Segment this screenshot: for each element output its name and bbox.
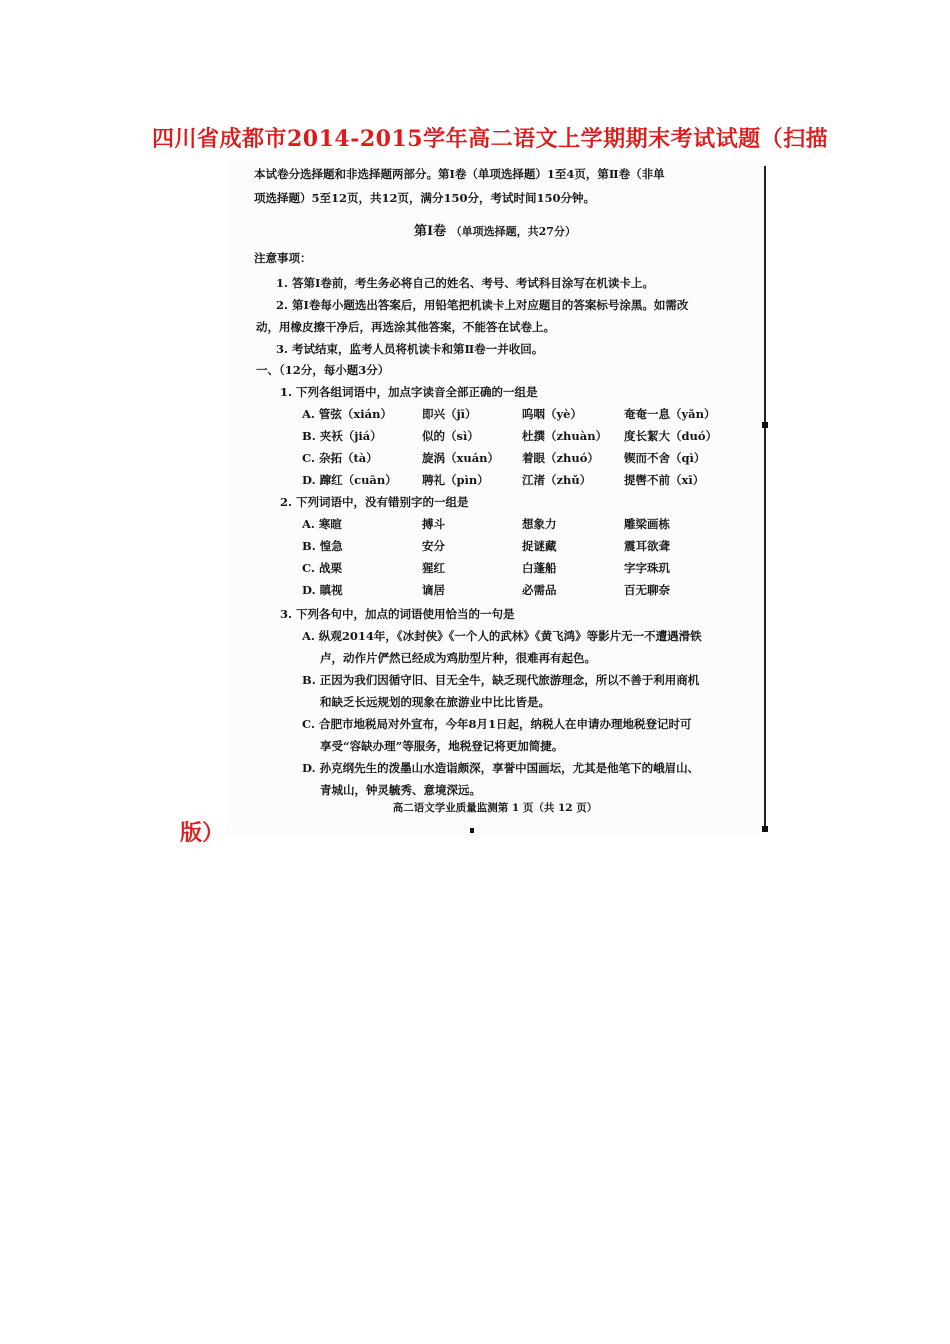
option-text: 即兴（jī） bbox=[422, 407, 477, 421]
page-footer: 高二语文学业质量监测第 1 页（共 12 页） bbox=[392, 802, 598, 814]
option-text: 白蓬船 bbox=[522, 561, 557, 575]
q3-option-c-continued: 享受“容缺办理”等服务，地税登记将更加简捷。 bbox=[320, 739, 564, 753]
option-text: 想象力 bbox=[522, 517, 557, 531]
q1-option-row-d bbox=[302, 472, 742, 492]
q2-option-row-a bbox=[302, 516, 742, 536]
q1-option-row-a bbox=[302, 406, 742, 426]
option-text: 震耳欲聋 bbox=[624, 539, 670, 553]
option-text: 度长絜大（duó） bbox=[624, 429, 718, 443]
scan-mark bbox=[470, 828, 474, 833]
option-text: 呜咽（yè） bbox=[522, 407, 582, 421]
option-text: D. 瞋视 bbox=[302, 583, 343, 597]
intro-text bbox=[254, 162, 754, 210]
q3-option-b: B. 正因为我们因循守旧、目无全牛，缺乏现代旅游理念，所以不善于利用商机 bbox=[302, 673, 700, 687]
q1-option-row-b bbox=[302, 428, 742, 448]
option-text: B. 惶急 bbox=[302, 539, 343, 553]
option-text: 聘礼（pìn） bbox=[422, 473, 489, 487]
note-1: 1. 答第Ⅰ卷前，考生务必将自己的姓名、考号、考试科目涂写在机读卡上。 bbox=[276, 276, 654, 290]
q3-option-a: A. 纵观2014年，《冰封侠》《一个人的武林》《黄飞鸿》等影片无一不遭遇滑铁 bbox=[302, 629, 702, 643]
scanned-exam-page bbox=[226, 160, 764, 836]
intro-line-2: 项选择题）5至12页，共12页，满分150分，考试时间150分钟。 bbox=[254, 191, 596, 205]
question-2: 2. 下列词语中，没有错别字的一组是 bbox=[280, 495, 469, 509]
q1-option-row-c bbox=[302, 450, 742, 470]
option-text: C. 杂拓（tà） bbox=[302, 451, 378, 465]
note-3: 3. 考试结束，监考人员将机读卡和第Ⅱ卷一并收回。 bbox=[276, 342, 544, 356]
notes-heading: 注意事项： bbox=[254, 251, 312, 265]
question-3: 3. 下列各句中，加点的词语使用恰当的一句是 bbox=[280, 607, 515, 621]
option-text: 字字珠玑 bbox=[624, 561, 670, 575]
q3-option-d: D. 孙克纲先生的泼墨山水造诣颇深，享誉中国画坛，尤其是他笔下的峨眉山、 bbox=[302, 761, 700, 775]
scan-mark bbox=[762, 826, 768, 832]
scan-border-line bbox=[764, 166, 766, 832]
option-text: 旋涡（xuán） bbox=[422, 451, 500, 465]
question-1: 1. 下列各组词语中，加点字读音全部正确的一组是 bbox=[280, 385, 538, 399]
option-text: 锲而不舍（qì） bbox=[624, 451, 706, 465]
option-text: 捉谜藏 bbox=[522, 539, 557, 553]
option-text: 搏斗 bbox=[422, 517, 445, 531]
document-title: 四川省成都市2014-2015学年高二语文上学期期末考试试题（扫描 bbox=[152, 126, 829, 152]
option-text: B. 夹袄（jiá） bbox=[302, 429, 382, 443]
option-text: D. 蹿红（cuān） bbox=[302, 473, 397, 487]
q3-option-a-continued: 卢，动作片俨然已经成为鸡肋型片种，很难再有起色。 bbox=[320, 651, 596, 665]
option-text: A. 管弦（xián） bbox=[302, 407, 392, 421]
option-text: 必需品 bbox=[522, 583, 557, 597]
option-text: 着眼（zhuó） bbox=[522, 451, 599, 465]
option-text: 杜撰（zhuàn） bbox=[522, 429, 608, 443]
option-text: 谪居 bbox=[422, 583, 445, 597]
q3-option-d-continued: 青城山，钟灵毓秀、意境深远。 bbox=[320, 783, 481, 797]
section-title-sub: （单项选择题，共27分） bbox=[450, 225, 576, 238]
option-text: C. 战栗 bbox=[302, 561, 342, 575]
scan-mark bbox=[762, 422, 768, 428]
option-text: 安分 bbox=[422, 539, 445, 553]
q2-option-row-c bbox=[302, 560, 742, 580]
q2-option-row-d bbox=[302, 582, 742, 602]
document-title-continued: 版） bbox=[180, 820, 225, 846]
option-text: A. 寒暄 bbox=[302, 517, 342, 531]
option-text: 百无聊奈 bbox=[624, 583, 670, 597]
option-text: 雕梁画栋 bbox=[624, 517, 670, 531]
q3-option-c: C. 合肥市地税局对外宣布，今年8月1日起，纳税人在申请办理地税登记时可 bbox=[302, 717, 692, 731]
note-2-continued: 动，用橡皮擦干净后，再选涂其他答案，不能答在试卷上。 bbox=[256, 320, 555, 334]
option-text: 猩红 bbox=[422, 561, 445, 575]
option-text: 提辔不前（xī） bbox=[624, 473, 705, 487]
section-title bbox=[226, 220, 764, 239]
q3-option-b-continued: 和缺乏长远规划的现象在旅游业中比比皆是。 bbox=[320, 695, 550, 709]
option-text: 奄奄一息（yǎn） bbox=[624, 407, 716, 421]
option-text: 江渚（zhǔ） bbox=[522, 473, 592, 487]
section-title-main: 第Ⅰ卷 bbox=[414, 224, 447, 239]
part-one-heading: 一、（12分，每小题3分） bbox=[256, 363, 390, 377]
intro-line-1: 本试卷分选择题和非选择题两部分。第Ⅰ卷（单项选择题）1至4页，第Ⅱ卷（非单 bbox=[254, 167, 665, 181]
q2-option-row-b bbox=[302, 538, 742, 558]
option-text: 似的（sì） bbox=[422, 429, 479, 443]
note-2: 2. 第Ⅰ卷每小题选出答案后，用铅笔把机读卡上对应题目的答案标号涂黑。如需改 bbox=[276, 298, 689, 312]
